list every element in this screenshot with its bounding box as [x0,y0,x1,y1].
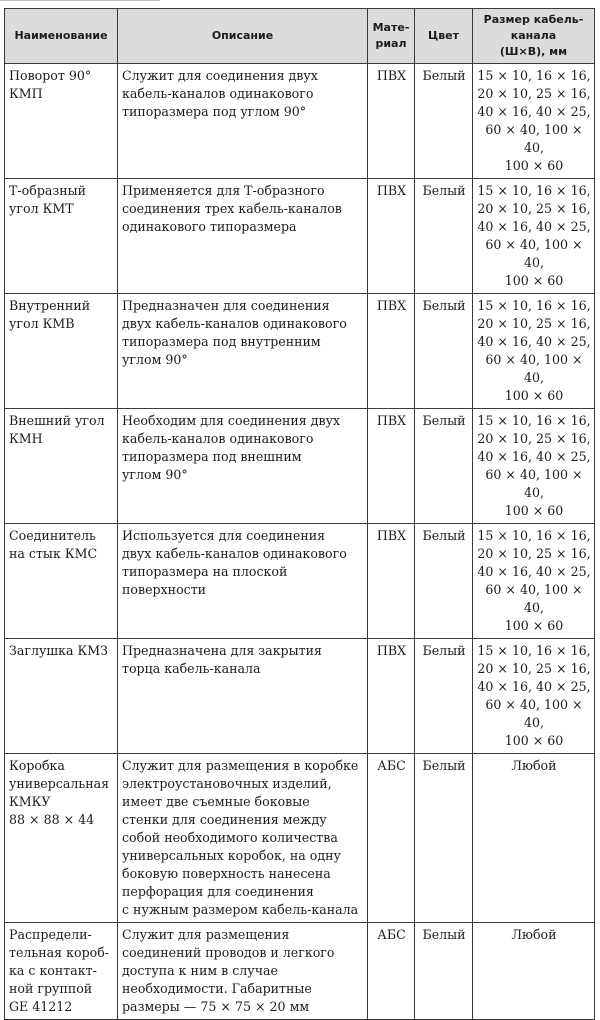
cell-description: Необходим для соединения двух кабель-каналов одинакового типоразмера под внешним углом 90° [118,409,368,524]
cell-size: Любой [473,754,595,923]
cell-size: 15 × 10, 16 × 16, 20 × 10, 25 × 16, 40 × 16, 40 × 25, 60 × 40, 100 × 40, 100 × 60 [473,524,595,639]
table-row [5,923,595,1020]
cell-material: ПВХ [368,64,415,179]
cell-description: Предназначена для закрытия торца кабель-канала [118,639,368,754]
cell-name: Распредели- тельная короб- ка с контакт- ной группой GE 41212 [5,923,118,1020]
cell-size: Любой [473,923,595,1020]
cell-description: Используется для соединения двух кабель-каналов одинакового типоразмера на плоской поверхности [118,524,368,639]
cell-size: 15 × 10, 16 × 16, 20 × 10, 25 × 16, 40 × 16, 40 × 25, 60 × 40, 100 × 40, 100 × 60 [473,179,595,294]
cell-material: АБС [368,923,415,1020]
cell-material: ПВХ [368,639,415,754]
cell-size: 15 × 10, 16 × 16, 20 × 10, 25 × 16, 40 × 16, 40 × 25, 60 × 40, 100 × 40, 100 × 60 [473,409,595,524]
cell-material: ПВХ [368,294,415,409]
cell-name: Коробка универсальная КМКУ 88 × 88 × 44 [5,754,118,923]
table-row [5,64,595,179]
cable-channel-accessories-table [4,8,595,1020]
table-row [5,524,595,639]
cell-description: Служит для соединения двух кабель-каналов одинакового типоразмера под углом 90° [118,64,368,179]
cell-material: АБС [368,754,415,923]
cell-size: 15 × 10, 16 × 16, 20 × 10, 25 × 16, 40 × 16, 40 × 25, 60 × 40, 100 × 40, 100 × 60 [473,639,595,754]
header-description: Описание [118,9,368,64]
cell-color: Белый [415,179,473,294]
cell-description: Применяется для Т-образного соединения трех кабель-каналов одинакового типоразмера [118,179,368,294]
table-row [5,409,595,524]
table-header-row [5,9,595,64]
cell-size: 15 × 10, 16 × 16, 20 × 10, 25 × 16, 40 × 16, 40 × 25, 60 × 40, 100 × 40, 100 × 60 [473,64,595,179]
cell-color: Белый [415,294,473,409]
cell-color: Белый [415,524,473,639]
cell-description: Служит для размещения соединений проводов и легкого доступа к ним в случае необходимости. Габаритные размеры — 75 × 75 × 20 мм [118,923,368,1020]
cell-color: Белый [415,923,473,1020]
cell-color: Белый [415,639,473,754]
cell-size: 15 × 10, 16 × 16, 20 × 10, 25 × 16, 40 × 16, 40 × 25, 60 × 40, 100 × 40, 100 × 60 [473,294,595,409]
spec-table-container [4,8,594,1020]
cell-description: Служит для размещения в коробке электроустановочных изделий, имеет две съемные боковые стенки для соединения между собой необходимого количества универсальных коробок, на одну боковую поверхность нанесена перфорация для соединения с нужным размером кабель-канала [118,754,368,923]
header-color: Цвет [415,9,473,64]
cell-name: Заглушка КМЗ [5,639,118,754]
cell-color: Белый [415,64,473,179]
table-row [5,294,595,409]
table-row [5,639,595,754]
cell-description: Предназначен для соединения двух кабель-каналов одинакового типоразмера под внутренним углом 90° [118,294,368,409]
cell-material: ПВХ [368,409,415,524]
header-material: Мате- риал [368,9,415,64]
cell-color: Белый [415,754,473,923]
header-size: Размер кабель- канала (Ш×В), мм [473,9,595,64]
cell-name: Внутренний угол КМВ [5,294,118,409]
cell-name: Т-образный угол КМТ [5,179,118,294]
table-row [5,754,595,923]
cropped-page-edge [0,0,160,6]
cell-color: Белый [415,409,473,524]
cell-material: ПВХ [368,524,415,639]
cell-name: Поворот 90° КМП [5,64,118,179]
cell-name: Внешний угол КМН [5,409,118,524]
table-row [5,179,595,294]
header-name: Наименование [5,9,118,64]
cell-material: ПВХ [368,179,415,294]
cell-name: Соединитель на стык КМС [5,524,118,639]
